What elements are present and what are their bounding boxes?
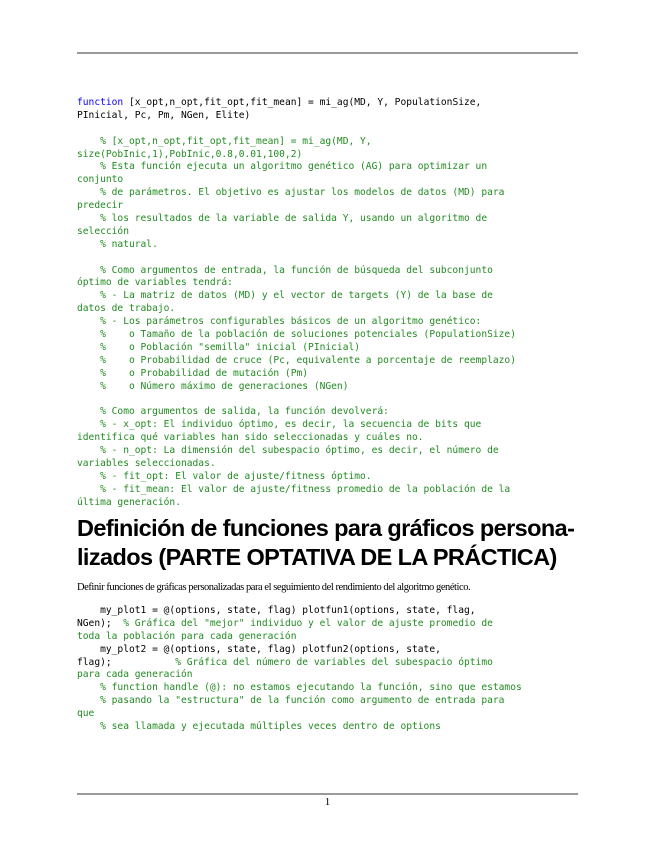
section-intro-text: Definir funciones de gráficas personalizadas para el seguimiento del rendimiento del algoritmo genético.: [77, 582, 471, 593]
code-comment: % pasando la "estructura" de la función como argumento de entrada para: [77, 695, 505, 707]
code-line: [77, 213, 580, 226]
code-line: [77, 393, 580, 406]
header-rule: [77, 52, 578, 54]
code-comment: que: [77, 708, 95, 720]
function-definition-code-block: [77, 97, 580, 510]
code-line: [77, 136, 580, 149]
code-comment: % Como argumentos de entrada, la función de búsqueda del subconjunto: [77, 264, 493, 276]
section-heading-line-1: Definición de funciones para gráficos persona-: [77, 515, 575, 541]
code-line: [77, 406, 580, 419]
code-comment: % - fit_opt: El valor de ajuste/fitness óptimo.: [77, 470, 372, 482]
code-line: [77, 290, 580, 303]
code-line: [77, 97, 580, 110]
section-heading: [77, 514, 582, 572]
code-text: NGen);: [77, 617, 124, 629]
code-comment: % o Número máximo de generaciones (NGen): [77, 380, 349, 392]
code-comment: % natural.: [77, 238, 158, 250]
code-line: [77, 458, 580, 471]
code-comment: % Gráfica del "mejor" individuo y el valor de ajuste promedio de: [123, 617, 493, 629]
code-line: [77, 644, 580, 657]
code-text: flag);: [77, 656, 176, 668]
code-keyword: function: [77, 97, 124, 108]
footer-rule: [77, 793, 578, 795]
code-comment: % - Los parámetros configurables básicos de un algoritmo genético:: [77, 316, 482, 328]
code-comment: variables seleccionadas.: [77, 457, 216, 469]
code-line: [77, 631, 580, 644]
code-line: [77, 682, 580, 695]
code-comment: % Gráfica del número de variables del subespacio óptimo: [175, 656, 493, 668]
code-line: [77, 708, 580, 721]
code-text: my_plot1 = @(options, state, flag) plotfun1(options, state, flag,: [77, 605, 476, 616]
code-line: [77, 316, 580, 329]
code-line: [77, 277, 580, 290]
code-line: [77, 149, 580, 162]
code-comment: identifica qué variables han sido seleccionadas y cuáles no.: [77, 432, 424, 444]
code-line: [77, 355, 580, 368]
code-comment: predecir: [77, 200, 124, 212]
code-line: [77, 497, 580, 510]
code-line: [77, 226, 580, 239]
code-comment: % - n_opt: La dimensión del subespacio óptimo, es decir, el número de: [77, 445, 499, 457]
code-comment: óptimo de variables tendrá:: [77, 277, 233, 289]
plot-functions-code-block: [77, 605, 580, 734]
code-comment: % o Probabilidad de mutación (Pm): [77, 367, 309, 379]
code-line: [77, 161, 580, 174]
code-comment: % de parámetros. El objetivo es ajustar los modelos de datos (MD) para: [77, 187, 505, 199]
code-comment: % - x_opt: El individuo óptimo, es decir, la secuencia de bits que: [77, 419, 482, 431]
code-line: [77, 200, 580, 213]
code-text: my_plot2 = @(options, state, flag) plotfun2(options, state,: [77, 643, 441, 655]
code-comment: % o Población "semilla" inicial (PInicial): [77, 341, 361, 353]
code-comment: conjunto: [77, 174, 124, 186]
code-text: [x_opt,n_opt,fit_opt,fit_mean] = mi_ag(MD, Y, PopulationSize,: [123, 97, 482, 108]
code-comment: para cada generación: [77, 669, 193, 681]
code-comment: % - La matriz de datos (MD) y el vector de targets (Y) de la base de: [77, 290, 493, 302]
code-line: [77, 187, 580, 200]
code-line: [77, 669, 580, 682]
code-line: [77, 605, 580, 618]
code-line: [77, 174, 580, 187]
code-comment: % o Tamaño de la población de soluciones potenciales (PopulationSize): [77, 329, 516, 341]
code-comment: datos de trabajo.: [77, 303, 176, 315]
code-comment: % Esta función ejecuta un algoritmo genético (AG) para optimizar un: [77, 161, 488, 173]
code-line: [77, 110, 580, 123]
code-line: [77, 419, 580, 432]
code-line: [77, 695, 580, 708]
code-comment: % function handle (@): no estamos ejecutando la función, sino que estamos: [77, 682, 522, 694]
code-line: [77, 252, 580, 265]
code-line: [77, 123, 580, 136]
code-line: [77, 303, 580, 316]
code-comment: % - fit_mean: El valor de ajuste/fitness promedio de la población de la: [77, 483, 511, 495]
code-comment: size(PobInic,1),PobInic,0.8,0.01,100,2): [77, 148, 303, 160]
code-comment: % o Probabilidad de cruce (Pc, equivalente a porcentaje de reemplazo): [77, 354, 516, 366]
code-line: [77, 484, 580, 497]
code-comment: % los resultados de la variable de salida Y, usando un algoritmo de: [77, 213, 488, 225]
code-line: [77, 445, 580, 458]
code-line: [77, 368, 580, 381]
code-comment: % [x_opt,n_opt,fit_opt,fit_mean] = mi_ag(MD, Y,: [77, 135, 372, 147]
code-line: [77, 381, 580, 394]
code-line: [77, 329, 580, 342]
code-line: [77, 618, 580, 631]
code-comment: última generación.: [77, 496, 181, 508]
code-line: [77, 265, 580, 278]
page-number: 1: [324, 796, 331, 808]
code-line: [77, 342, 580, 355]
code-line: [77, 432, 580, 445]
code-comment: % Como argumentos de salida, la función devolverá:: [77, 406, 389, 418]
code-comment: selección: [77, 225, 129, 237]
code-line: [77, 721, 580, 734]
code-line: [77, 657, 580, 670]
code-comment: toda la población para cada generación: [77, 630, 297, 642]
code-line: [77, 239, 580, 252]
code-line: [77, 471, 580, 484]
code-comment: % sea llamada y ejecutada múltiples veces dentro de options: [77, 721, 441, 733]
section-heading-line-2: lizados (PARTE OPTATIVA DE LA PRÁCTICA): [77, 544, 557, 570]
code-text: PInicial, Pc, Pm, NGen, Elite): [77, 109, 251, 121]
